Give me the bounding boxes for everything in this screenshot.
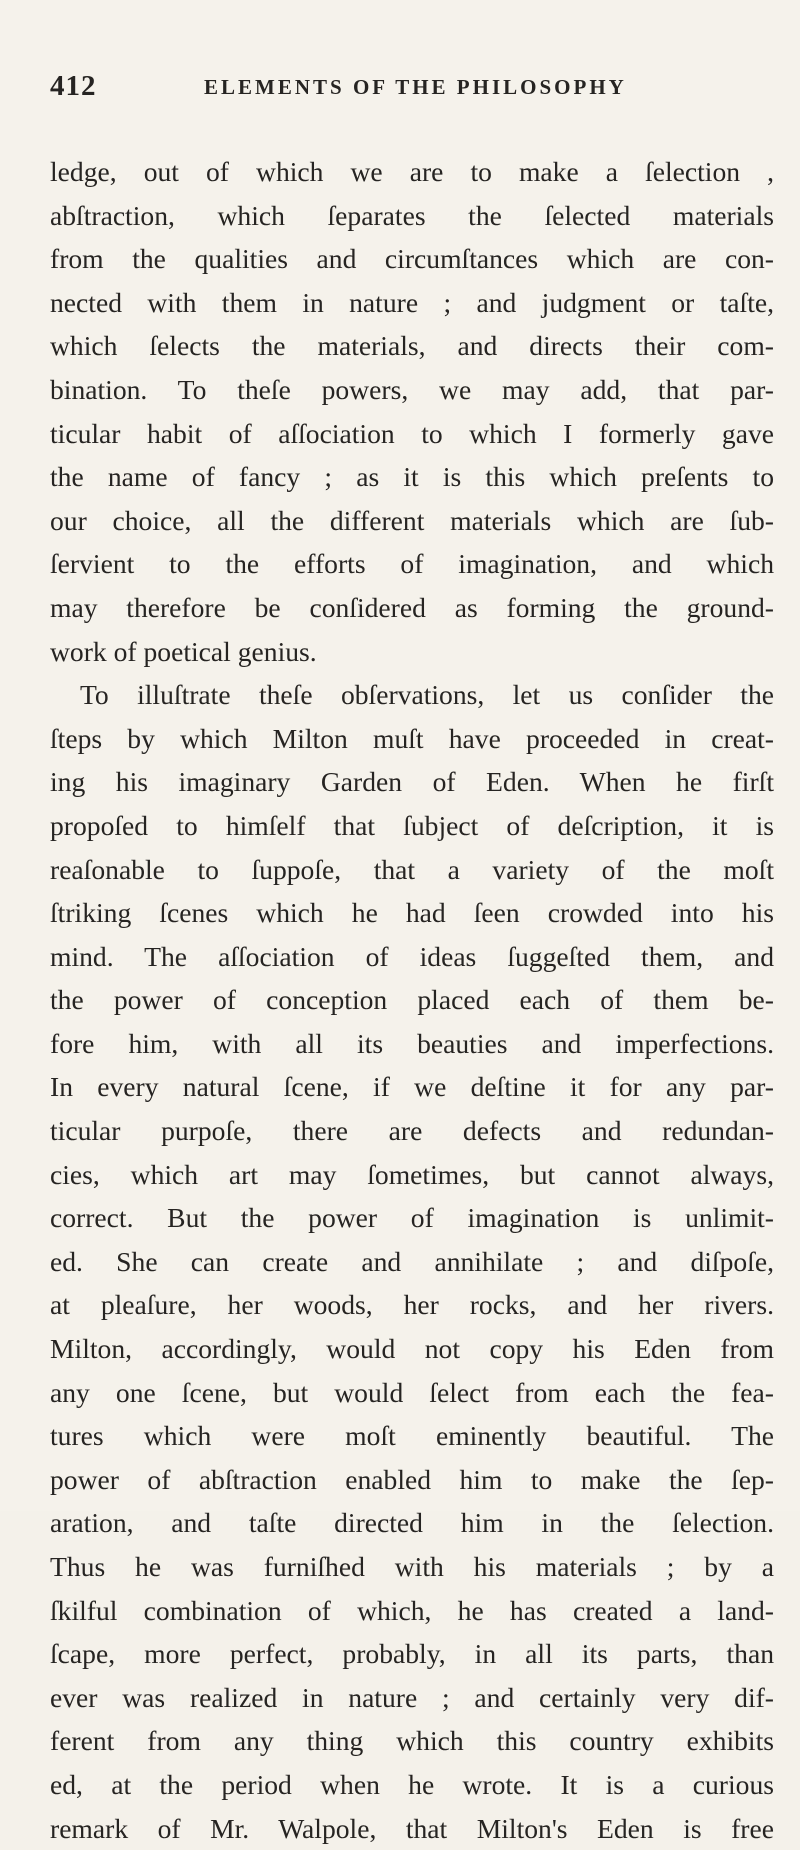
text-line: reaſonable to ſuppoſe, that a variety of the moſt: [50, 853, 774, 885]
text-line: To illuſtrate theſe obſervations, let us conſider the: [80, 679, 774, 711]
text-line: the power of conception placed each of them be-: [50, 984, 774, 1016]
running-head: [50, 70, 752, 110]
text-line: ſteps by which Milton muſt have proceeded in creat-: [50, 722, 774, 754]
text-line: In every natural ſcene, if we deſtine it for any par-: [50, 1071, 774, 1103]
text-line: ing his imaginary Garden of Eden. When he firſt: [50, 766, 774, 798]
text-line: may therefore be conſidered as forming the ground-: [50, 591, 774, 623]
text-line: ticular purpoſe, there are defects and redundan-: [50, 1115, 774, 1147]
text-line: nected with them in nature ; and judgment or taſte,: [50, 286, 774, 318]
text-line: bination. To theſe powers, we may add, that par-: [50, 373, 774, 405]
text-line: ſervient to the efforts of imagination, and which: [50, 548, 774, 580]
page-number: 412: [50, 70, 97, 102]
text-line: work of poetical genius.: [50, 635, 317, 667]
text-line: ed. She can create and annihilate ; and diſpoſe,: [50, 1245, 774, 1277]
text-line: ferent from any thing which this country exhibits: [50, 1725, 774, 1757]
text-line: power of abſtraction enabled him to make the ſep-: [50, 1463, 774, 1495]
text-line: Thus he was furniſhed with his materials ; by a: [50, 1551, 774, 1582]
text-line: any one ſcene, but would ſelect from each the fea-: [50, 1376, 774, 1408]
text-line: the name of fancy ; as it is this which preſents to: [50, 461, 774, 493]
text-line: remark of Mr. Walpole, that Milton's Eden is free: [50, 1812, 774, 1844]
text-line: ſtriking ſcenes which he had ſeen crowded into his: [50, 897, 774, 929]
text-line: ſcape, more perfect, probably, in all its parts, than: [50, 1638, 774, 1670]
text-line: cies, which art may ſometimes, but cannot always,: [50, 1158, 774, 1190]
text-line: ever was realized in nature ; and certainly very dif-: [50, 1681, 774, 1713]
running-title: ELEMENTS OF THE PHILOSOPHY: [204, 75, 627, 99]
text-line: correct. But the power of imagination is unlimit-: [50, 1202, 774, 1234]
text-line: tures which were moſt eminently beautiful. The: [50, 1420, 774, 1452]
text-line: Milton, accordingly, would not copy his Eden from: [50, 1333, 774, 1365]
text-line: fore him, with all its beauties and imperfections.: [50, 1027, 774, 1059]
text-line: ed, at the period when he wrote. It is a curious: [50, 1768, 774, 1800]
body-text: [50, 150, 774, 1850]
text-line: ſkilful combination of which, he has created a land-: [50, 1594, 774, 1626]
text-line: mind. The aſſociation of ideas ſuggeſted them, and: [50, 940, 774, 972]
text-line: ticular habit of aſſociation to which I formerly gave: [50, 417, 774, 449]
text-line: propoſed to himſelf that ſubject of deſcription, it is: [50, 809, 774, 841]
text-line: ledge, out of which we are to make a ſelection ,: [50, 156, 774, 187]
text-line: our choice, all the different materials which are ſub-: [50, 504, 774, 536]
text-line: abſtraction, which ſeparates the ſelected materials: [50, 199, 774, 231]
text-line: from the qualities and circumſtances which are con-: [50, 243, 774, 275]
text-line: at pleaſure, her woods, her rocks, and her rivers.: [50, 1289, 774, 1321]
text-line: which ſelects the materials, and directs their com-: [50, 330, 774, 362]
text-line: aration, and taſte directed him in the ſelection.: [50, 1507, 774, 1539]
